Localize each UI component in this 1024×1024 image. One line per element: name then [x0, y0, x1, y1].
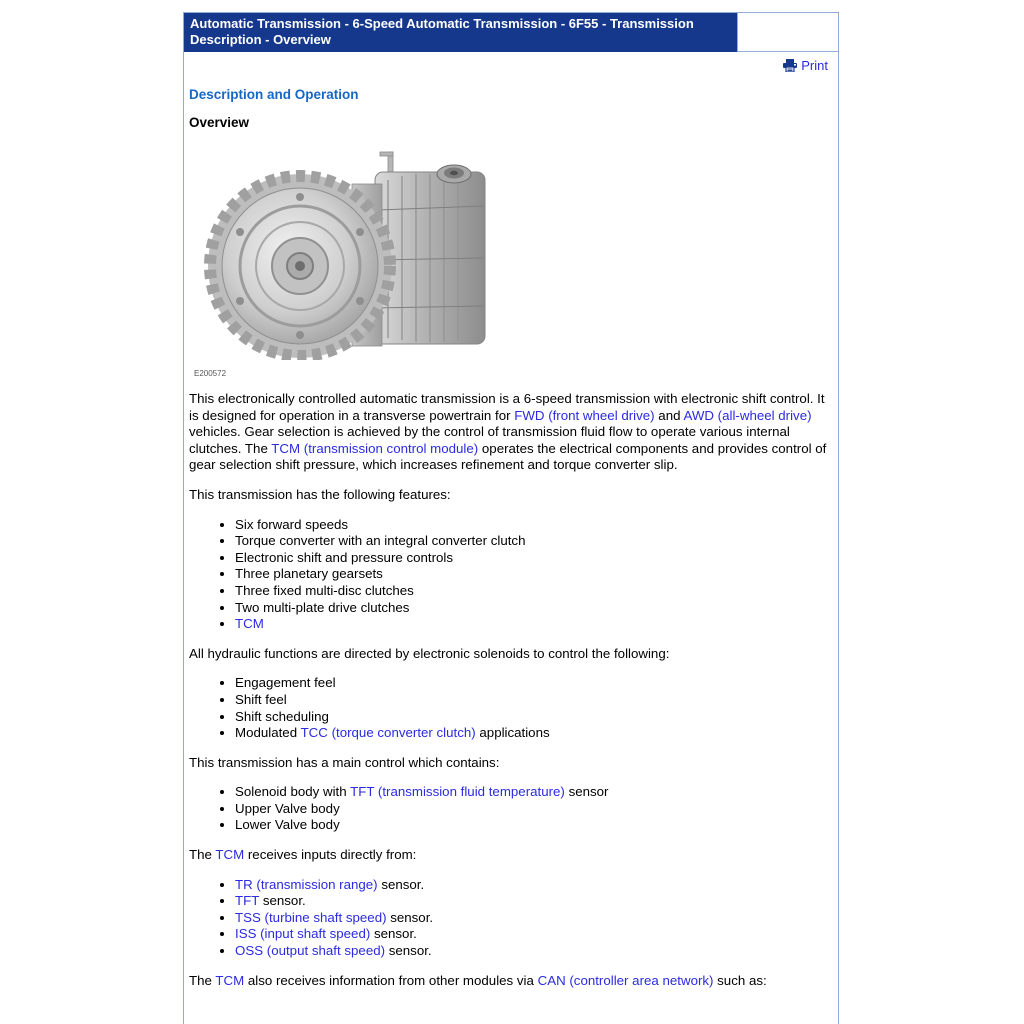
print-toolbar — [184, 52, 838, 77]
list-item — [235, 801, 832, 818]
list-item — [235, 926, 832, 943]
text-segment: Electronic shift and pressure controls — [235, 549, 454, 565]
print-label: Print — [801, 58, 828, 73]
text-segment: Shift scheduling — [235, 708, 329, 724]
document-header — [184, 13, 838, 52]
text-segment: Three planetary gearsets — [235, 566, 383, 582]
inline-link[interactable]: TSS (turbine shaft speed) — [235, 909, 387, 925]
text-segment: Three fixed multi-disc clutches — [235, 582, 414, 598]
list-item — [235, 533, 832, 550]
paragraph — [189, 755, 832, 772]
text-segment: Solenoid body with — [235, 784, 351, 800]
text-segment: Torque converter with an integral converter clutch — [235, 533, 526, 549]
text-segment: Two multi-plate drive clutches — [235, 599, 410, 615]
text-segment: This transmission has a main control which contains: — [189, 754, 500, 770]
list-item — [235, 725, 832, 742]
page-title: Automatic Transmission - 6-Speed Automatic Transmission - 6F55 - Transmission Description - Overview — [184, 13, 737, 52]
list-item — [235, 877, 832, 894]
list-item — [235, 817, 832, 834]
inline-link[interactable]: AWD (all-wheel drive) — [683, 407, 812, 423]
inline-link[interactable]: OSS (output shaft speed) — [235, 943, 386, 959]
bullet-list — [189, 675, 832, 741]
overview-heading: Overview — [189, 115, 250, 130]
inline-link[interactable]: ISS (input shaft speed) — [235, 926, 371, 942]
text-segment: and — [654, 407, 684, 423]
text-segment: This transmission has the following features: — [189, 486, 451, 502]
paragraph — [189, 391, 832, 474]
inline-link[interactable]: TCM (transmission control module) — [271, 440, 479, 456]
inline-link[interactable]: TCM — [215, 972, 245, 988]
list-item — [235, 692, 832, 709]
text-segment: applications — [475, 725, 550, 741]
text-segment: sensor. — [370, 926, 417, 942]
inline-link[interactable]: TFT — [235, 893, 260, 909]
text-segment: sensor. — [377, 876, 425, 892]
list-item — [235, 910, 832, 927]
content-blocks — [184, 391, 838, 1016]
inline-link[interactable]: CAN (controller area network) — [537, 972, 714, 988]
text-segment: operates the electrical components and provides control of gear selection shift pressure, which increases refinement and torque converter slip. — [189, 440, 827, 473]
section-heading: Description and Operation — [189, 87, 359, 102]
paragraph — [189, 646, 832, 663]
list-item — [235, 893, 832, 910]
list-item — [235, 675, 832, 692]
list-item — [235, 583, 832, 600]
paragraph — [189, 487, 832, 504]
inline-link[interactable]: TCM — [215, 847, 245, 863]
header-spacer — [737, 13, 838, 52]
text-segment: The — [189, 847, 216, 863]
text-segment: vehicles. Gear selection is achieved by the control of transmission fluid flow to operate various internal clutches. The — [189, 424, 790, 456]
list-item — [235, 784, 832, 801]
printer-icon — [783, 59, 797, 72]
list-item — [235, 600, 832, 617]
list-item — [235, 566, 832, 583]
text-segment: This electronically controlled automatic transmission is a 6-speed transmission with electronic shift control. It is designed for operation in a transverse powertrain for — [189, 391, 825, 423]
list-item — [235, 517, 832, 534]
text-segment: such as: — [713, 972, 767, 988]
inline-link[interactable]: FWD (front wheel drive) — [514, 407, 655, 423]
print-button[interactable] — [783, 58, 828, 73]
inline-link[interactable]: TCM — [235, 616, 264, 632]
text-segment: also receives information from other modules via — [244, 972, 538, 988]
text-segment: Shift feel — [235, 691, 287, 707]
text-segment: sensor. — [259, 893, 306, 909]
transmission-figure — [192, 150, 838, 378]
bullet-list — [189, 517, 832, 633]
text-segment: The — [189, 972, 216, 988]
text-segment: Lower Valve body — [235, 817, 340, 833]
text-segment: sensor. — [386, 909, 434, 925]
text-segment: Modulated — [235, 725, 301, 741]
transmission-image — [192, 150, 498, 360]
list-item — [235, 550, 832, 567]
bullet-list — [189, 877, 832, 960]
list-item — [235, 943, 832, 960]
paragraph — [189, 973, 832, 990]
list-item — [235, 616, 832, 633]
text-segment: All hydraulic functions are directed by electronic solenoids to control the following: — [189, 645, 670, 661]
inline-link[interactable]: TCC (torque converter clutch) — [300, 725, 476, 741]
text-segment: Engagement feel — [235, 675, 336, 691]
bullet-list — [189, 784, 832, 834]
inline-link[interactable]: TFT (transmission fluid temperature) — [350, 784, 565, 800]
paragraph — [189, 847, 832, 864]
text-segment: Upper Valve body — [235, 800, 340, 816]
figure-label: E200572 — [194, 369, 227, 378]
text-segment: Six forward speeds — [235, 516, 349, 532]
text-segment: sensor — [564, 784, 609, 800]
text-segment: sensor. — [385, 943, 432, 959]
list-item — [235, 709, 832, 726]
inline-link[interactable]: TR (transmission range) — [235, 876, 378, 892]
text-segment: receives inputs directly from: — [244, 847, 417, 863]
document-page — [183, 12, 839, 1024]
